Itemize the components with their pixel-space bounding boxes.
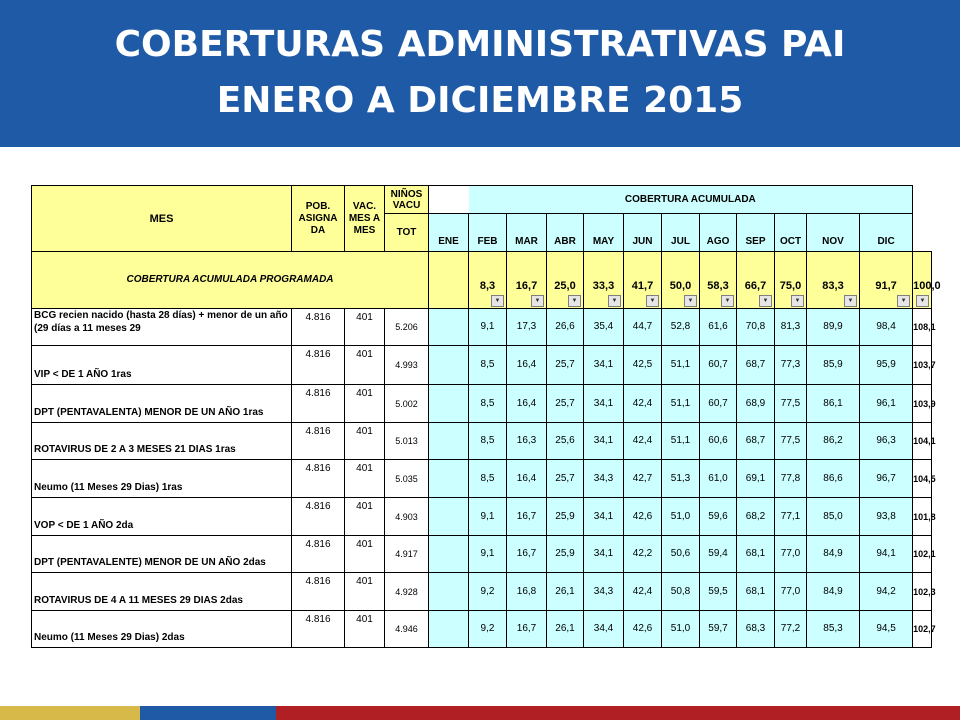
month-value-cell: 16,7 bbox=[507, 611, 547, 648]
month-value-cell: 94,2 bbox=[860, 573, 913, 611]
month-value-cell: 9,1 bbox=[469, 498, 507, 536]
vac-mes-cell: 401 bbox=[345, 423, 385, 460]
month-value-cell: 25,6 bbox=[547, 423, 584, 460]
month-value-cell: 16,4 bbox=[507, 385, 547, 423]
header-month: FEB bbox=[469, 214, 507, 252]
vaccine-name: VOP < DE 1 AÑO 2da bbox=[32, 498, 292, 536]
dropdown-arrow-icon[interactable]: ▼ bbox=[608, 295, 621, 307]
month-value-cell: 8,5 bbox=[469, 346, 507, 385]
month-value-cell: 16,8 bbox=[507, 573, 547, 611]
month-value-cell: 51,1 bbox=[662, 385, 700, 423]
header-month: ABR bbox=[547, 214, 584, 252]
vac-mes-cell: 401 bbox=[345, 573, 385, 611]
month-value-cell: 84,9 bbox=[807, 573, 860, 611]
table-row bbox=[32, 423, 932, 460]
pob-asignada-cell: 4.816 bbox=[292, 536, 345, 573]
tot-cell: 4.993 bbox=[385, 346, 429, 385]
vac-mes-cell: 401 bbox=[345, 346, 385, 385]
month-value-cell: 68,1 bbox=[737, 536, 775, 573]
month-value-cell: 16,7 bbox=[507, 498, 547, 536]
month-value-cell: 51,1 bbox=[662, 423, 700, 460]
month-value-cell: 59,4 bbox=[700, 536, 737, 573]
month-value-cell: 42,6 bbox=[624, 498, 662, 536]
pob-asignada-cell: 4.816 bbox=[292, 309, 345, 346]
bottom-color-bar bbox=[0, 706, 960, 720]
month-value-cell: 81,3 bbox=[775, 309, 807, 346]
month-value-cell: 16,4 bbox=[507, 460, 547, 498]
month-value-cell: 42,4 bbox=[624, 573, 662, 611]
month-value-cell: 68,1 bbox=[737, 573, 775, 611]
month-value-cell: 9,2 bbox=[469, 573, 507, 611]
month-value-cell: 85,9 bbox=[807, 346, 860, 385]
programada-cell bbox=[584, 252, 624, 309]
table-row bbox=[32, 460, 932, 498]
month-value-cell: 68,7 bbox=[737, 423, 775, 460]
spacer-cell bbox=[429, 460, 469, 498]
month-value-cell: 42,7 bbox=[624, 460, 662, 498]
programada-cell bbox=[860, 252, 913, 309]
table-row bbox=[32, 536, 932, 573]
month-value-cell: 59,7 bbox=[700, 611, 737, 648]
vaccine-name: Neumo (11 Meses 29 Dias) 1ras bbox=[32, 460, 292, 498]
table-row bbox=[32, 498, 932, 536]
programada-value: 91,7 bbox=[875, 280, 897, 292]
dic-value-cell: 102,3 bbox=[913, 573, 932, 611]
month-value-cell: 8,5 bbox=[469, 385, 507, 423]
programada-value: 58,3 bbox=[707, 280, 729, 292]
tot-cell: 5.013 bbox=[385, 423, 429, 460]
month-value-cell: 98,4 bbox=[860, 309, 913, 346]
month-value-cell: 59,5 bbox=[700, 573, 737, 611]
header-month: JUL bbox=[662, 214, 700, 252]
month-value-cell: 34,1 bbox=[584, 346, 624, 385]
month-value-cell: 96,3 bbox=[860, 423, 913, 460]
table-row bbox=[32, 385, 932, 423]
month-value-cell: 16,4 bbox=[507, 346, 547, 385]
month-value-cell: 34,1 bbox=[584, 536, 624, 573]
month-value-cell: 51,0 bbox=[662, 498, 700, 536]
programada-cell bbox=[807, 252, 860, 309]
month-value-cell: 77,5 bbox=[775, 423, 807, 460]
month-value-cell: 9,1 bbox=[469, 536, 507, 573]
spacer-cell bbox=[429, 423, 469, 460]
coverage-table bbox=[31, 185, 941, 648]
month-value-cell: 25,7 bbox=[547, 346, 584, 385]
month-value-cell: 16,7 bbox=[507, 536, 547, 573]
header-month: NOV bbox=[807, 214, 860, 252]
programada-value: 50,0 bbox=[669, 280, 692, 292]
spacer-cell bbox=[429, 309, 469, 346]
pob-asignada-cell: 4.816 bbox=[292, 573, 345, 611]
month-value-cell: 77,0 bbox=[775, 536, 807, 573]
month-value-cell: 60,7 bbox=[700, 385, 737, 423]
month-value-cell: 68,7 bbox=[737, 346, 775, 385]
table-row bbox=[32, 309, 932, 346]
vac-mes-cell: 401 bbox=[345, 498, 385, 536]
page-subtitle: ENERO A DICIEMBRE 2015 bbox=[216, 80, 744, 121]
vac-mes-cell: 401 bbox=[345, 309, 385, 346]
pob-asignada-cell: 4.816 bbox=[292, 423, 345, 460]
month-value-cell: 9,2 bbox=[469, 611, 507, 648]
month-value-cell: 51,0 bbox=[662, 611, 700, 648]
dic-value-cell: 108,1 bbox=[913, 309, 932, 346]
month-value-cell: 34,1 bbox=[584, 423, 624, 460]
month-value-cell: 86,1 bbox=[807, 385, 860, 423]
spacer-cell bbox=[429, 611, 469, 648]
header-month: DIC bbox=[860, 214, 913, 252]
programada-value: 33,3 bbox=[592, 280, 615, 292]
month-value-cell: 77,8 bbox=[775, 460, 807, 498]
header-month: SEP bbox=[737, 214, 775, 252]
month-value-cell: 52,8 bbox=[662, 309, 700, 346]
programada-cell bbox=[624, 252, 662, 309]
month-value-cell: 85,3 bbox=[807, 611, 860, 648]
pob-asignada-cell: 4.816 bbox=[292, 611, 345, 648]
month-value-cell: 51,3 bbox=[662, 460, 700, 498]
month-value-cell: 77,3 bbox=[775, 346, 807, 385]
programada-value: 41,7 bbox=[631, 280, 654, 292]
header-month: JUN bbox=[624, 214, 662, 252]
month-value-cell: 69,1 bbox=[737, 460, 775, 498]
month-value-cell: 68,3 bbox=[737, 611, 775, 648]
month-value-cell: 17,3 bbox=[507, 309, 547, 346]
header-month: AGO bbox=[700, 214, 737, 252]
month-value-cell: 42,4 bbox=[624, 423, 662, 460]
vaccine-name: DPT (PENTAVALENTE) MENOR DE UN AÑO 2das bbox=[32, 536, 292, 573]
month-value-cell: 94,1 bbox=[860, 536, 913, 573]
month-value-cell: 35,4 bbox=[584, 309, 624, 346]
header-pob-asignada: POB. ASIGNA DA bbox=[292, 186, 345, 252]
month-value-cell: 25,7 bbox=[547, 385, 584, 423]
vac-mes-cell: 401 bbox=[345, 611, 385, 648]
header-vac-mes: VAC. MES A MES bbox=[345, 186, 385, 252]
vac-mes-cell: 401 bbox=[345, 536, 385, 573]
month-value-cell: 60,7 bbox=[700, 346, 737, 385]
spacer-cell bbox=[429, 346, 469, 385]
dic-value-cell: 101,8 bbox=[913, 498, 932, 536]
programada-value: 83,3 bbox=[822, 280, 844, 292]
pob-asignada-cell: 4.816 bbox=[292, 460, 345, 498]
dropdown-arrow-icon[interactable]: ▼ bbox=[646, 295, 659, 307]
programada-value: 25,0 bbox=[554, 280, 576, 292]
programada-cell bbox=[469, 252, 507, 309]
month-value-cell: 77,0 bbox=[775, 573, 807, 611]
vac-mes-cell: 401 bbox=[345, 385, 385, 423]
vaccine-name: BCG recien nacido (hasta 28 días) + menor de un año (29 días a 11 meses 29 bbox=[32, 309, 292, 346]
dropdown-arrow-icon[interactable]: ▼ bbox=[721, 295, 734, 307]
dropdown-arrow-icon[interactable]: ▼ bbox=[916, 295, 929, 307]
programada-cell bbox=[547, 252, 584, 309]
month-value-cell: 86,6 bbox=[807, 460, 860, 498]
tot-cell: 4.928 bbox=[385, 573, 429, 611]
month-value-cell: 26,6 bbox=[547, 309, 584, 346]
month-value-cell: 77,1 bbox=[775, 498, 807, 536]
programada-value: 75,0 bbox=[779, 280, 802, 292]
dic-value-cell: 103,9 bbox=[913, 385, 932, 423]
table-row bbox=[32, 346, 932, 385]
month-value-cell: 42,6 bbox=[624, 611, 662, 648]
header-cobertura-acumulada: COBERTURA ACUMULADA bbox=[469, 186, 913, 214]
month-value-cell: 44,7 bbox=[624, 309, 662, 346]
month-value-cell: 34,3 bbox=[584, 460, 624, 498]
table-row bbox=[32, 611, 932, 648]
month-value-cell: 16,3 bbox=[507, 423, 547, 460]
programada-cell bbox=[913, 252, 941, 309]
dic-value-cell: 103,7 bbox=[913, 346, 932, 385]
tot-cell: 5.035 bbox=[385, 460, 429, 498]
title-banner bbox=[0, 0, 960, 147]
header-month: MAY bbox=[584, 214, 624, 252]
programada-label: COBERTURA ACUMULADA PROGRAMADA bbox=[32, 252, 429, 309]
dropdown-arrow-icon[interactable]: ▼ bbox=[897, 295, 910, 307]
vaccine-name: DPT (PENTAVALENTA) MENOR DE UN AÑO 1ras bbox=[32, 385, 292, 423]
spacer-cell bbox=[429, 385, 469, 423]
month-value-cell: 95,9 bbox=[860, 346, 913, 385]
tot-cell: 4.946 bbox=[385, 611, 429, 648]
tot-cell: 5.002 bbox=[385, 385, 429, 423]
month-value-cell: 50,6 bbox=[662, 536, 700, 573]
month-value-cell: 25,9 bbox=[547, 498, 584, 536]
month-value-cell: 25,7 bbox=[547, 460, 584, 498]
month-value-cell: 93,8 bbox=[860, 498, 913, 536]
header-month: OCT bbox=[775, 214, 807, 252]
month-value-cell: 77,5 bbox=[775, 385, 807, 423]
vaccine-name: ROTAVIRUS DE 2 A 3 MESES 21 DIAS 1ras bbox=[32, 423, 292, 460]
dropdown-arrow-icon[interactable]: ▼ bbox=[568, 295, 581, 307]
month-value-cell: 85,0 bbox=[807, 498, 860, 536]
month-value-cell: 84,9 bbox=[807, 536, 860, 573]
pob-asignada-cell: 4.816 bbox=[292, 346, 345, 385]
tot-cell: 4.903 bbox=[385, 498, 429, 536]
month-value-cell: 61,6 bbox=[700, 309, 737, 346]
programada-value: 100,0 bbox=[913, 280, 941, 292]
dropdown-arrow-icon[interactable]: ▼ bbox=[759, 295, 772, 307]
month-value-cell: 34,4 bbox=[584, 611, 624, 648]
month-value-cell: 34,1 bbox=[584, 385, 624, 423]
pob-asignada-cell: 4.816 bbox=[292, 385, 345, 423]
month-value-cell: 34,1 bbox=[584, 498, 624, 536]
programada-value: 66,7 bbox=[744, 280, 767, 292]
vaccine-name: ROTAVIRUS DE 4 A 11 MESES 29 DIAS 2das bbox=[32, 573, 292, 611]
dropdown-arrow-icon[interactable]: ▼ bbox=[491, 295, 504, 307]
header-ninos-vacu: NIÑOS VACU bbox=[385, 186, 429, 214]
month-value-cell: 34,3 bbox=[584, 573, 624, 611]
header-month: ENE bbox=[429, 214, 469, 252]
programada-cell bbox=[775, 252, 807, 309]
month-value-cell: 8,5 bbox=[469, 460, 507, 498]
spacer-cell bbox=[429, 536, 469, 573]
month-value-cell: 96,7 bbox=[860, 460, 913, 498]
pob-asignada-cell: 4.816 bbox=[292, 498, 345, 536]
programada-value: 16,7 bbox=[515, 280, 538, 292]
month-value-cell: 26,1 bbox=[547, 573, 584, 611]
tot-cell: 5.206 bbox=[385, 309, 429, 346]
dic-value-cell: 102,7 bbox=[913, 611, 932, 648]
month-value-cell: 61,0 bbox=[700, 460, 737, 498]
vaccine-name: VIP < DE 1 AÑO 1ras bbox=[32, 346, 292, 385]
month-value-cell: 89,9 bbox=[807, 309, 860, 346]
programada-cell bbox=[737, 252, 775, 309]
dropdown-arrow-icon[interactable]: ▼ bbox=[791, 295, 804, 307]
dic-value-cell: 104,5 bbox=[913, 460, 932, 498]
tot-cell: 4.917 bbox=[385, 536, 429, 573]
table-row bbox=[32, 573, 932, 611]
vac-mes-cell: 401 bbox=[345, 460, 385, 498]
month-value-cell: 77,2 bbox=[775, 611, 807, 648]
programada-cell bbox=[700, 252, 737, 309]
month-value-cell: 86,2 bbox=[807, 423, 860, 460]
month-value-cell: 26,1 bbox=[547, 611, 584, 648]
page-title: COBERTURAS ADMINISTRATIVAS PAI bbox=[114, 24, 846, 65]
month-value-cell: 59,6 bbox=[700, 498, 737, 536]
month-value-cell: 9,1 bbox=[469, 309, 507, 346]
month-value-cell: 50,8 bbox=[662, 573, 700, 611]
month-value-cell: 42,5 bbox=[624, 346, 662, 385]
month-value-cell: 68,2 bbox=[737, 498, 775, 536]
dic-value-cell: 104,1 bbox=[913, 423, 932, 460]
programada-cell bbox=[662, 252, 700, 309]
spacer-cell bbox=[429, 498, 469, 536]
month-value-cell: 94,5 bbox=[860, 611, 913, 648]
dropdown-arrow-icon[interactable]: ▼ bbox=[684, 295, 697, 307]
month-value-cell: 70,8 bbox=[737, 309, 775, 346]
dropdown-arrow-icon[interactable]: ▼ bbox=[844, 295, 857, 307]
header-mes: MES bbox=[32, 186, 292, 252]
month-value-cell: 25,9 bbox=[547, 536, 584, 573]
month-value-cell: 42,2 bbox=[624, 536, 662, 573]
programada-value: 8,3 bbox=[479, 280, 496, 292]
month-value-cell: 96,1 bbox=[860, 385, 913, 423]
programada-cell bbox=[507, 252, 547, 309]
month-value-cell: 42,4 bbox=[624, 385, 662, 423]
dropdown-arrow-icon[interactable]: ▼ bbox=[531, 295, 544, 307]
header-month: MAR bbox=[507, 214, 547, 252]
dic-value-cell: 102,1 bbox=[913, 536, 932, 573]
spacer-cell bbox=[429, 573, 469, 611]
month-value-cell: 60,6 bbox=[700, 423, 737, 460]
header-tot: TOT bbox=[385, 214, 429, 252]
month-value-cell: 51,1 bbox=[662, 346, 700, 385]
month-value-cell: 8,5 bbox=[469, 423, 507, 460]
vaccine-name: Neumo (11 Meses 29 Dias) 2das bbox=[32, 611, 292, 648]
month-value-cell: 68,9 bbox=[737, 385, 775, 423]
